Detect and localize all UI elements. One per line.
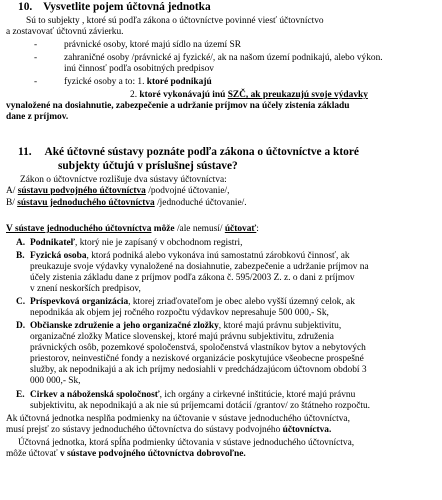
list-item-continuation: nepodnikáa ak objem jej ročného rozpočtu výdavkov nepresahuje 500 000,- Sk, xyxy=(30,308,329,318)
paragraph-line: a zostavovať účtovnú závierku. xyxy=(6,27,124,37)
list-item-continuation: inú činnosť podľa osobitných predpisov xyxy=(64,64,214,74)
system-b: B/ sústavu jednoduchého účtovníctva /jednoduché účtovanie/. xyxy=(6,198,247,208)
paragraph-line: Účtovná jednotka, ktorá spĺňa podmienky účtovania v sústave jednoduchého účtovníctva, xyxy=(18,438,355,448)
paragraph-line: dane z príjmov. xyxy=(6,112,69,122)
list-item-a: A. Podnikateľ, ktorý nie je zapísaný v obchodnom registri, xyxy=(16,238,243,248)
section-number: 11. xyxy=(18,146,32,158)
list-item-d: D. Občianske združenie a jeho organizačné zložky, ktoré majú právnu subjektivitu, xyxy=(16,321,342,331)
paragraph-line: Zákon o účtovníctve rozlišuje dva sústavy účtovníctva: xyxy=(20,175,227,185)
section-10-heading xyxy=(18,1,211,14)
system-a: A/ sústavu podvojného účtovníctva /podvojné účtovanie/, xyxy=(6,186,230,196)
list-item-continuation: organizačné zložky Matice slovenskej, ktoré majú právnu subjektivitu, združenia xyxy=(30,332,334,342)
list-item: - fyzické osoby a to: 1. ktoré podnikajú xyxy=(34,77,212,87)
list-item: - právnické osoby, ktoré majú sídlo na území SR xyxy=(34,40,241,50)
list-item-continuation: preukazuje svoje výdavky vynaložené na dosiahnutie, zabezpečenie a udržanie príjmov na xyxy=(30,262,369,272)
list-item-continuation: v znení neskorších predpisov, xyxy=(30,284,141,294)
list-item-continuation: právnických osôb, pozemkové spoločenstvá, spoločenstvá vlastníkov bytov a nebytových xyxy=(30,343,366,353)
list-item-continuation: subjektivitu, ak nepodnikajú a ak nie sú príjemcami dotácií /grantov/ zo štátneho rozpočtu. xyxy=(30,401,371,411)
list-item-continuation: 000 000,- Sk, xyxy=(30,376,81,386)
paragraph-line: môže účtovať v sústave podvojného účtovníctva dobrovoľne. xyxy=(6,449,246,459)
section-title-line2: subjekty účtujú v príslušnej sústave? xyxy=(58,160,238,172)
paragraph-line: vynaložené na dosiahnutie, zabezpečenie a udržanie príjmov na účely zistenia základu xyxy=(6,101,350,111)
list-item-continuation: služby, ak nepodnikajú a ak ich príjmy nedosiahli v predchádzajúcom účtovnom období 3 xyxy=(30,365,367,375)
section-title: Aké účtovné sústavy poznáte podľa zákona o účtovníctve a ktoré xyxy=(44,146,359,158)
section-title: Vysvetlite pojem účtovná jednotka xyxy=(43,1,211,13)
section-11-heading xyxy=(18,146,359,159)
list-item: - zahraničné osoby /právnické aj fyzické/, ak na našom území podnikajú, alebo výkon. xyxy=(34,53,383,63)
list-item-continuation: účely zistenia základu dane z príjmov podľa zákona č. 595/2003 Z. z. o dani z príjmov xyxy=(30,273,355,283)
list-item-c: C. Príspevková organizácia, ktorej zriaďovateľom je obec alebo vyšší územný celok, ak xyxy=(16,297,355,307)
paragraph-line: musí prejsť zo sústavy jednoduchého účtovníctva do sústavy podvojného účtovníctva. xyxy=(6,425,332,435)
list-item-continuation: 2. ktoré vykonávajú inú SZČ, ak preukazujú svoje výdavky xyxy=(130,90,368,100)
paragraph-line: Ak účtovná jednotka nesplňa podmienky na účtovanie v sústave jednoduchého účtovníctva, xyxy=(6,414,350,424)
list-item-b: B. Fyzická osoba, ktorá podniká alebo vykonáva inú samostatnú zárobkovú činnosť, ak xyxy=(16,251,350,261)
list-item-continuation: priestorov, neinvestičné fondy a neziskové organizácie poskytujúce všeobecne prospešné xyxy=(30,354,364,364)
section-number: 10. xyxy=(18,1,33,13)
subheading: V sústave jednoduchého účtovníctva môže /ale nemusí/ účtovať: xyxy=(6,224,259,234)
paragraph-line: Sú to subjekty , ktoré sú podľa zákona o účtovníctve povinné viesť účtovníctvo xyxy=(26,16,324,26)
list-item-e: E. Cirkev a náboženská spoločnosť, ich orgány a cirkevné inštitúcie, ktoré majú právnu xyxy=(16,390,356,400)
